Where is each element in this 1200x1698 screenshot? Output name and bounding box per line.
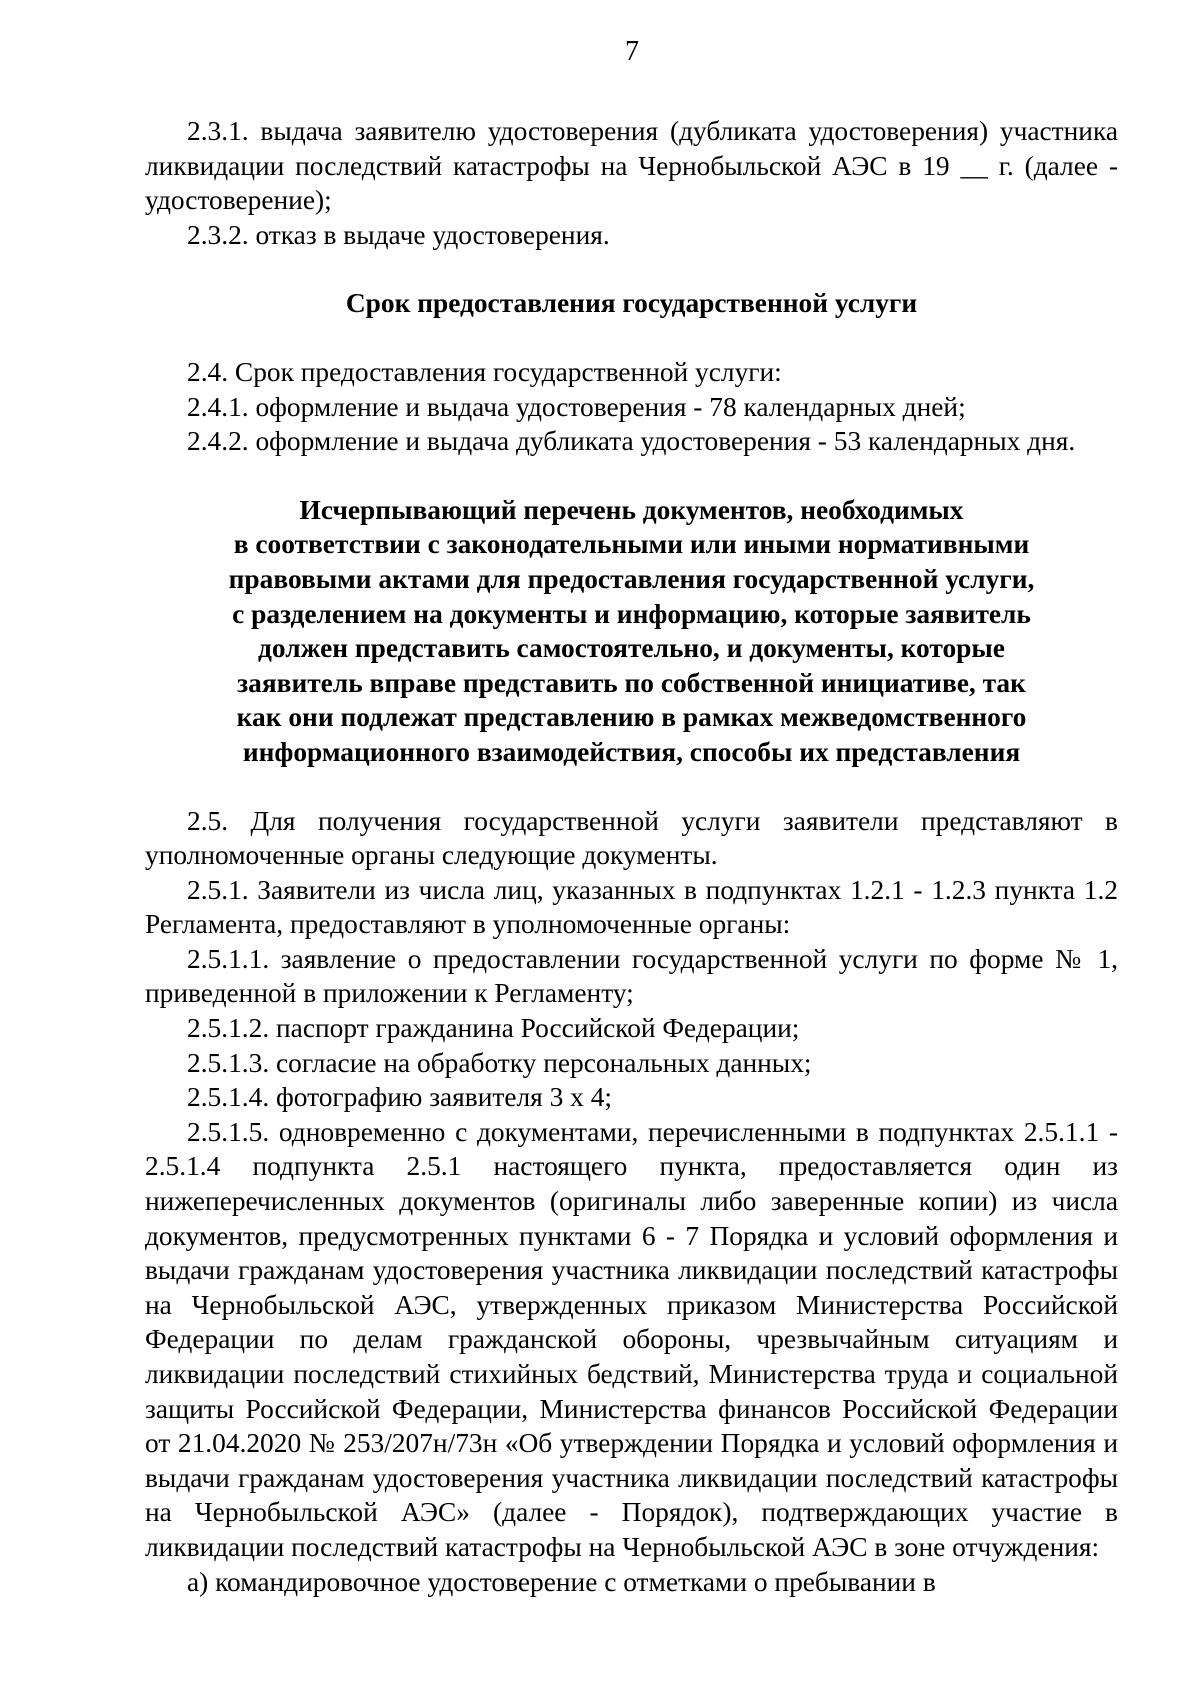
paragraph-2-5: 2.5. Для получения государственной услуги заявители представляют в уполномоченные органы следующие документы. <box>145 805 1118 871</box>
section-heading-term: Срок предоставления государственной услуги <box>345 288 918 319</box>
heading-line: информационного взаимодействия, способы их представления <box>242 736 1021 767</box>
heading-line: правовыми актами для предоставления государственной услуги, <box>228 563 1035 594</box>
paragraph-2-5-1-1: 2.5.1.1. заявление о предоставлении государственной услуги по форме № 1, приведенной в приложении к Регламенту; <box>145 943 1118 1009</box>
document-body <box>145 114 1118 1599</box>
paragraph-2-5-1-4: 2.5.1.4. фотографию заявителя 3 x 4; <box>187 1082 613 1113</box>
heading-line: заявитель вправе представить по собственной инициативе, так <box>237 667 1026 698</box>
paragraph-2-3-1: 2.3.1. выдача заявителю удостоверения (дубликата удостоверения) участника ликвидации последствий катастрофы на Чернобыльской АЭС в 19 __ г. (далее - удостоверение); <box>145 116 1118 216</box>
paragraph-2-4: 2.4. Срок предоставления государственной услуги: <box>187 356 782 387</box>
section-heading-documents <box>145 493 1118 770</box>
paragraph-item-a: а) командировочное удостоверение с отметками о пребывании в <box>187 1566 936 1597</box>
heading-line: Исчерпывающий перечень документов, необходимых <box>299 494 964 525</box>
paragraph-2-4-1: 2.4.1. оформление и выдача удостоверения - 78 календарных дней; <box>187 391 966 422</box>
paragraph-2-5-1-3: 2.5.1.3. согласие на обработку персональных данных; <box>187 1047 812 1078</box>
paragraph-2-4-2: 2.4.2. оформление и выдача дубликата удостоверения - 53 календарных дня. <box>187 426 1076 457</box>
paragraph-2-5-1-5: 2.5.1.5. одновременно с документами, перечисленными в подпунктах 2.5.1.1 - 2.5.1.4 подпункта 2.5.1 настоящего пункта, предоставляется один из нижеперечисленных документов (оригиналы либо заверенные копии) из числа документов, предусмотренных пунктами 6 - 7 Порядка и условий оформления и выдачи гражданам удостоверения участника ликвидации последствий катастрофы на Чернобыльской АЭС, утвержденных приказом Министерства Российской Федерации по делам гражданской обороны, чрезвычайным ситуациям и ликвидации последствий стихийных бедствий, Министерства труда и социальной защиты Российской Федерации, Министерства финансов Российской Федерации от 21.04.2020 № 253/207н/73н «Об утверждении Порядка и условий оформления и выдачи гражданам удостоверения участника ликвидации последствий катастрофы на Чернобыльской АЭС» (далее - Порядок), подтверждающих участие в ликвидации последствий катастрофы на Чернобыльской АЭС в зоне отчуждения: <box>145 1116 1118 1562</box>
paragraph-2-5-1: 2.5.1. Заявители из числа лиц, указанных в подпунктах 1.2.1 - 1.2.3 пункта 1.2 Регламента, предоставляют в уполномоченные органы: <box>145 874 1118 940</box>
heading-line: должен представить самостоятельно, и документы, которые <box>258 633 1005 664</box>
heading-line: как они подлежат представлению в рамках межведомственного <box>236 702 1027 733</box>
page-number: 7 <box>625 36 639 67</box>
paragraph-2-3-2: 2.3.2. отказ в выдаче удостоверения. <box>187 219 610 250</box>
heading-line: с разделением на документы и информацию, которые заявитель <box>232 598 1031 629</box>
paragraph-2-5-1-2: 2.5.1.2. паспорт гражданина Российской Федерации; <box>187 1013 800 1044</box>
heading-line: в соответствии с законодательными или иными нормативными <box>233 529 1030 560</box>
